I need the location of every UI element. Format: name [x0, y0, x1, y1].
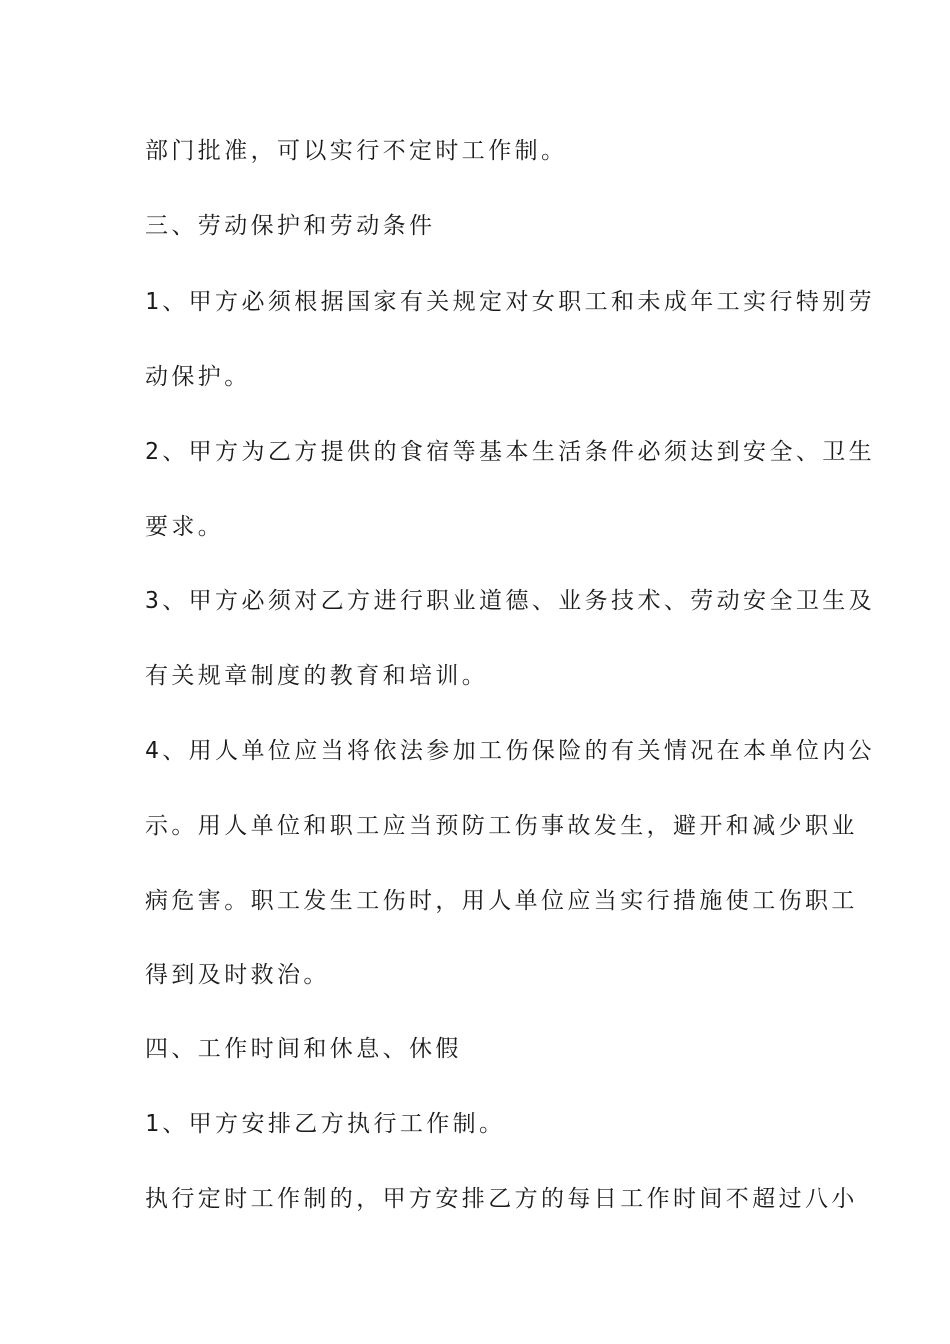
text-line: 执行定时工作制的，甲方安排乙方的每日工作时间不超过八小 [145, 1186, 858, 1212]
text-line: 部门批准，可以实行不定时工作制。 [145, 138, 568, 164]
text-line: 3、甲方必须对乙方进行职业道德、业务技术、劳动安全卫生及 [145, 588, 876, 614]
text-line: 有关规章制度的教育和培训。 [145, 663, 489, 689]
text-line: 4、用人单位应当将依法参加工伤保险的有关情况在本单位内公 [145, 738, 876, 764]
text-line: 1、甲方必须根据国家有关规定对女职工和未成年工实行特别劳 [145, 289, 876, 315]
text-line: 示。用人单位和职工应当预防工伤事故发生，避开和减少职业 [145, 813, 858, 839]
section-heading: 三、劳动保护和劳动条件 [145, 213, 436, 239]
text-line: 得到及时救治。 [145, 962, 330, 988]
text-line: 2、甲方为乙方提供的食宿等基本生活条件必须达到安全、卫生 [145, 439, 876, 465]
text-line: 病危害。职工发生工伤时，用人单位应当实行措施使工伤职工 [145, 888, 858, 914]
text-line: 动保护。 [145, 364, 251, 390]
section-heading: 四、工作时间和休息、休假 [145, 1036, 462, 1062]
text-line: 要求。 [145, 514, 225, 540]
text-line: 1、甲方安排乙方执行工作制。 [145, 1111, 506, 1137]
